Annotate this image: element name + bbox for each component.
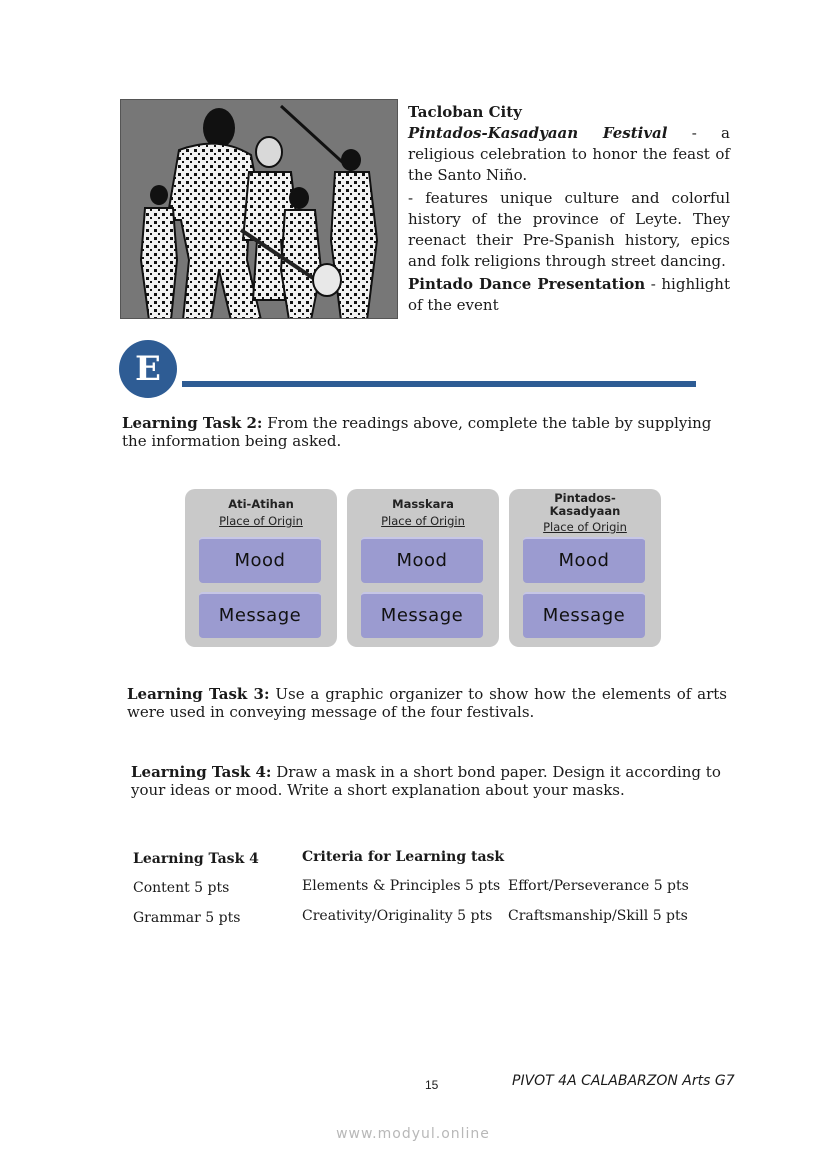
pintados-dancers-illustration — [121, 100, 398, 319]
task-3-label: Learning Task 3: — [127, 685, 270, 703]
page-number: 15 — [425, 1078, 439, 1092]
message-box: Message — [361, 592, 483, 638]
message-box: Message — [523, 592, 645, 638]
criteria-col2-header: Criteria for Learning task — [302, 849, 505, 865]
card-pintados-kasadyaan — [509, 489, 661, 647]
task-4-text: Draw a mask in a short bond paper. Design it according to your ideas or mood. Write a short explanation about your masks. — [131, 763, 721, 799]
task-2-label: Learning Task 2: — [122, 414, 263, 432]
criteria-elements: Elements & Principles 5 pts — [302, 878, 501, 894]
card-masskara — [347, 489, 499, 647]
watermark-text: www.modyul.online — [336, 1126, 490, 1142]
festival-description — [408, 102, 730, 316]
card-title: Pintados- Kasadyaan — [549, 491, 621, 518]
learning-task-4 — [131, 763, 731, 799]
card-place-of-origin: Place of Origin — [219, 514, 303, 528]
card-place-of-origin: Place of Origin — [543, 520, 627, 534]
card-title: Masskara — [392, 497, 454, 511]
mood-box: Mood — [523, 537, 645, 583]
festival-paragraph — [408, 123, 730, 186]
criteria-creativity: Creativity/Originality 5 pts — [302, 908, 493, 924]
message-box: Message — [199, 592, 321, 638]
card-ati-atihan — [185, 489, 337, 647]
criteria-effort: Effort/Perseverance 5 pts — [508, 878, 689, 894]
section-e-badge: E — [119, 340, 177, 398]
festival-desc: - a religious celebration to honor the feast of the Santo Niño. — [408, 124, 730, 184]
presentation-desc: - highlight of the event — [408, 275, 730, 314]
festival-name: Pintados-Kasadyaan Festival — [408, 124, 668, 142]
section-divider — [182, 381, 696, 387]
card-place-of-origin: Place of Origin — [381, 514, 465, 528]
learning-task-3 — [127, 685, 727, 721]
footer-title: PIVOT 4A CALABARZON Arts G7 — [512, 1073, 735, 1089]
mood-box: Mood — [199, 537, 321, 583]
learning-task-2 — [122, 414, 722, 450]
features-paragraph: - features unique culture and colorful history of the province of Leyte. They reenact their Pre-Spanish history, epics and folk religions through street dancing. — [408, 189, 730, 270]
task-4-label: Learning Task 4: — [131, 763, 272, 781]
presentation-label: Pintado Dance Presentation — [408, 275, 646, 293]
task-3-text: Use a graphic organizer to show how the elements of arts were used in conveying message of the four festivals. — [127, 685, 728, 721]
card-title: Ati-Atihan — [228, 497, 294, 511]
mood-box: Mood — [361, 537, 483, 583]
festival-photo — [120, 99, 398, 319]
criteria-content: Content 5 pts — [133, 880, 230, 896]
city-heading: Tacloban City — [408, 103, 522, 121]
criteria-grammar: Grammar 5 pts — [133, 910, 241, 926]
criteria-col1-header: Learning Task 4 — [133, 851, 259, 867]
presentation-paragraph — [408, 274, 730, 316]
criteria-craftsmanship: Craftsmanship/Skill 5 pts — [508, 908, 688, 924]
task-2-text: From the readings above, complete the table by supplying the information being asked. — [122, 414, 712, 450]
